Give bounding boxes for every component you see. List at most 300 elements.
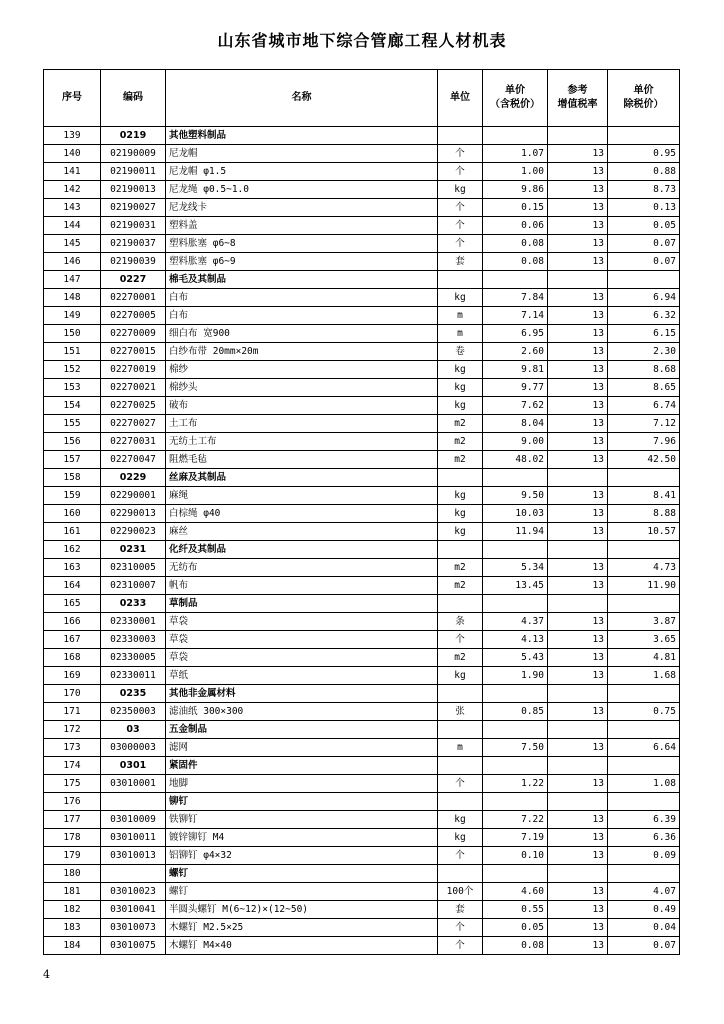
cell-price-tax: 7.84 — [483, 289, 548, 307]
cell-price-notax — [608, 865, 680, 883]
cell-unit: m2 — [438, 559, 483, 577]
cell-name: 尼龙帽 — [166, 145, 438, 163]
cell-seq: 161 — [44, 523, 101, 541]
cell-unit: 个 — [438, 847, 483, 865]
cell-unit: m2 — [438, 577, 483, 595]
cell-code: 02190037 — [101, 235, 166, 253]
cell-code: 03000003 — [101, 739, 166, 757]
cell-seq: 140 — [44, 145, 101, 163]
cell-name: 白纱布带 20mm×20m — [166, 343, 438, 361]
cell-price-notax: 0.09 — [608, 847, 680, 865]
table-row — [44, 811, 680, 829]
cell-vat-rate: 13 — [548, 325, 608, 343]
cell-name: 塑料胀塞 φ6~9 — [166, 253, 438, 271]
cell-vat-rate: 13 — [548, 433, 608, 451]
cell-unit — [438, 541, 483, 559]
cell-code: 03010073 — [101, 919, 166, 937]
cell-unit: 张 — [438, 703, 483, 721]
table-row — [44, 307, 680, 325]
table-group-row — [44, 541, 680, 559]
cell-price-tax — [483, 595, 548, 613]
cell-name: 滤网 — [166, 739, 438, 757]
cell-vat-rate: 13 — [548, 307, 608, 325]
table-row — [44, 379, 680, 397]
cell-vat-rate: 13 — [548, 667, 608, 685]
table-row — [44, 613, 680, 631]
cell-price-tax: 1.00 — [483, 163, 548, 181]
cell-price-tax: 0.08 — [483, 235, 548, 253]
cell-code: 02270001 — [101, 289, 166, 307]
cell-seq: 154 — [44, 397, 101, 415]
cell-price-notax — [608, 469, 680, 487]
table-row — [44, 523, 680, 541]
table-row — [44, 901, 680, 919]
cell-unit: m2 — [438, 415, 483, 433]
cell-unit: m2 — [438, 433, 483, 451]
cell-seq: 150 — [44, 325, 101, 343]
cell-code: 02270019 — [101, 361, 166, 379]
cell-name: 阻燃毛毡 — [166, 451, 438, 469]
cell-name: 草袋 — [166, 649, 438, 667]
cell-price-notax: 8.88 — [608, 505, 680, 523]
cell-price-notax: 42.50 — [608, 451, 680, 469]
cell-seq: 142 — [44, 181, 101, 199]
table-row — [44, 235, 680, 253]
cell-price-tax — [483, 793, 548, 811]
cell-price-notax: 0.95 — [608, 145, 680, 163]
cell-unit: kg — [438, 181, 483, 199]
header-name: 名称 — [166, 70, 438, 127]
cell-unit: kg — [438, 379, 483, 397]
cell-unit: 个 — [438, 775, 483, 793]
cell-unit: kg — [438, 811, 483, 829]
cell-name: 尼龙帽 φ1.5 — [166, 163, 438, 181]
cell-price-tax — [483, 469, 548, 487]
cell-code: 02270015 — [101, 343, 166, 361]
cell-unit: 个 — [438, 937, 483, 955]
table-row — [44, 361, 680, 379]
cell-vat-rate — [548, 127, 608, 145]
cell-name: 紧固件 — [166, 757, 438, 775]
cell-vat-rate: 13 — [548, 919, 608, 937]
cell-name: 草袋 — [166, 613, 438, 631]
cell-name: 土工布 — [166, 415, 438, 433]
cell-vat-rate: 13 — [548, 361, 608, 379]
cell-unit: 个 — [438, 199, 483, 217]
cell-code: 02270031 — [101, 433, 166, 451]
cell-price-tax: 9.50 — [483, 487, 548, 505]
cell-seq: 180 — [44, 865, 101, 883]
table-row — [44, 667, 680, 685]
cell-vat-rate: 13 — [548, 883, 608, 901]
cell-price-tax: 0.08 — [483, 253, 548, 271]
cell-unit: kg — [438, 667, 483, 685]
table-row — [44, 343, 680, 361]
cell-seq: 171 — [44, 703, 101, 721]
cell-price-tax: 0.85 — [483, 703, 548, 721]
cell-price-tax: 4.60 — [483, 883, 548, 901]
cell-name: 棉纱 — [166, 361, 438, 379]
cell-price-notax: 0.07 — [608, 253, 680, 271]
cell-seq: 139 — [44, 127, 101, 145]
cell-price-notax: 6.74 — [608, 397, 680, 415]
cell-code: 02330011 — [101, 667, 166, 685]
cell-name: 麻绳 — [166, 487, 438, 505]
cell-price-notax — [608, 685, 680, 703]
cell-unit — [438, 127, 483, 145]
table-row — [44, 199, 680, 217]
cell-vat-rate: 13 — [548, 523, 608, 541]
cell-name: 尼龙线卡 — [166, 199, 438, 217]
header-price-notax: 单价 除税价） — [608, 70, 680, 127]
cell-name: 滤油纸 300×300 — [166, 703, 438, 721]
cell-price-notax — [608, 721, 680, 739]
cell-unit: 个 — [438, 217, 483, 235]
cell-seq: 178 — [44, 829, 101, 847]
table-row — [44, 217, 680, 235]
cell-price-tax: 7.19 — [483, 829, 548, 847]
table-group-row — [44, 865, 680, 883]
cell-seq: 170 — [44, 685, 101, 703]
cell-seq: 159 — [44, 487, 101, 505]
cell-name: 其他非金属材料 — [166, 685, 438, 703]
cell-vat-rate: 13 — [548, 289, 608, 307]
cell-price-notax: 10.57 — [608, 523, 680, 541]
cell-vat-rate: 13 — [548, 847, 608, 865]
cell-unit — [438, 793, 483, 811]
cell-code — [101, 865, 166, 883]
cell-price-notax: 0.49 — [608, 901, 680, 919]
cell-code: 02310007 — [101, 577, 166, 595]
table-group-row — [44, 271, 680, 289]
cell-price-notax — [608, 127, 680, 145]
cell-name: 细白布 宽900 — [166, 325, 438, 343]
table-row — [44, 829, 680, 847]
cell-price-notax: 3.87 — [608, 613, 680, 631]
cell-unit: 100个 — [438, 883, 483, 901]
cell-seq: 181 — [44, 883, 101, 901]
cell-price-notax: 6.32 — [608, 307, 680, 325]
cell-price-tax: 2.60 — [483, 343, 548, 361]
cell-price-notax: 8.41 — [608, 487, 680, 505]
cell-price-tax: 11.94 — [483, 523, 548, 541]
header-price-tax: 单价 （含税价） — [483, 70, 548, 127]
cell-seq: 141 — [44, 163, 101, 181]
cell-price-tax: 8.04 — [483, 415, 548, 433]
cell-vat-rate: 13 — [548, 415, 608, 433]
cell-seq: 168 — [44, 649, 101, 667]
cell-vat-rate — [548, 541, 608, 559]
cell-name: 丝麻及其制品 — [166, 469, 438, 487]
cell-price-tax: 6.95 — [483, 325, 548, 343]
cell-vat-rate — [548, 721, 608, 739]
cell-seq: 157 — [44, 451, 101, 469]
cell-price-notax — [608, 757, 680, 775]
cell-name: 草制品 — [166, 595, 438, 613]
cell-code — [101, 793, 166, 811]
cell-seq: 175 — [44, 775, 101, 793]
cell-seq: 174 — [44, 757, 101, 775]
cell-unit: m — [438, 739, 483, 757]
cell-price-notax — [608, 595, 680, 613]
cell-seq: 172 — [44, 721, 101, 739]
cell-name: 白布 — [166, 307, 438, 325]
cell-price-notax: 1.68 — [608, 667, 680, 685]
cell-price-notax: 6.64 — [608, 739, 680, 757]
cell-vat-rate — [548, 469, 608, 487]
cell-vat-rate: 13 — [548, 829, 608, 847]
cell-price-tax — [483, 757, 548, 775]
cell-name: 镀锌铆钉 M4 — [166, 829, 438, 847]
cell-name: 草袋 — [166, 631, 438, 649]
cell-seq: 143 — [44, 199, 101, 217]
table-header-row — [44, 70, 680, 127]
cell-price-tax — [483, 685, 548, 703]
cell-name: 棉毛及其制品 — [166, 271, 438, 289]
cell-code: 02290013 — [101, 505, 166, 523]
cell-code: 02190039 — [101, 253, 166, 271]
cell-unit: 个 — [438, 919, 483, 937]
cell-price-tax: 5.34 — [483, 559, 548, 577]
cell-price-tax: 7.14 — [483, 307, 548, 325]
table-row — [44, 847, 680, 865]
table-row — [44, 415, 680, 433]
cell-code: 03010023 — [101, 883, 166, 901]
cell-code: 02350003 — [101, 703, 166, 721]
cell-unit: kg — [438, 361, 483, 379]
cell-code: 02270009 — [101, 325, 166, 343]
cell-price-notax: 6.36 — [608, 829, 680, 847]
cell-price-tax: 7.62 — [483, 397, 548, 415]
cell-price-notax: 0.75 — [608, 703, 680, 721]
cell-code: 02270005 — [101, 307, 166, 325]
cell-vat-rate: 13 — [548, 559, 608, 577]
cell-code: 03010011 — [101, 829, 166, 847]
cell-price-tax: 9.86 — [483, 181, 548, 199]
cell-code: 0301 — [101, 757, 166, 775]
cell-seq: 164 — [44, 577, 101, 595]
cell-code: 02270027 — [101, 415, 166, 433]
cell-unit: m — [438, 307, 483, 325]
cell-vat-rate: 13 — [548, 487, 608, 505]
cell-seq: 144 — [44, 217, 101, 235]
cell-name: 无纺土工布 — [166, 433, 438, 451]
cell-unit: kg — [438, 289, 483, 307]
cell-unit: kg — [438, 397, 483, 415]
cell-price-notax: 7.96 — [608, 433, 680, 451]
cell-name: 其他塑料制品 — [166, 127, 438, 145]
cell-price-tax: 5.43 — [483, 649, 548, 667]
cell-code: 02190031 — [101, 217, 166, 235]
cell-seq: 147 — [44, 271, 101, 289]
cell-vat-rate: 13 — [548, 343, 608, 361]
table-row — [44, 397, 680, 415]
cell-price-tax: 0.05 — [483, 919, 548, 937]
cell-name: 半圆头螺钉 M(6~12)×(12~50) — [166, 901, 438, 919]
cell-code: 02290023 — [101, 523, 166, 541]
cell-vat-rate: 13 — [548, 901, 608, 919]
cell-unit: 卷 — [438, 343, 483, 361]
table-row — [44, 559, 680, 577]
cell-code: 02190011 — [101, 163, 166, 181]
cell-price-notax: 6.39 — [608, 811, 680, 829]
cell-seq: 155 — [44, 415, 101, 433]
cell-price-notax: 6.15 — [608, 325, 680, 343]
cell-price-notax: 11.90 — [608, 577, 680, 595]
cell-name: 化纤及其制品 — [166, 541, 438, 559]
cell-code: 0227 — [101, 271, 166, 289]
cell-vat-rate: 13 — [548, 775, 608, 793]
cell-seq: 169 — [44, 667, 101, 685]
header-seq: 序号 — [44, 70, 101, 127]
table-row — [44, 649, 680, 667]
cell-code: 0229 — [101, 469, 166, 487]
cell-price-notax: 0.04 — [608, 919, 680, 937]
cell-vat-rate: 13 — [548, 253, 608, 271]
cell-vat-rate — [548, 865, 608, 883]
cell-seq: 176 — [44, 793, 101, 811]
cell-price-notax: 0.07 — [608, 235, 680, 253]
table-row — [44, 451, 680, 469]
header-code: 编码 — [101, 70, 166, 127]
cell-unit — [438, 865, 483, 883]
cell-price-tax: 1.90 — [483, 667, 548, 685]
table-body — [44, 127, 680, 955]
cell-vat-rate: 13 — [548, 199, 608, 217]
cell-unit — [438, 271, 483, 289]
cell-name: 尼龙绳 φ0.5~1.0 — [166, 181, 438, 199]
cell-price-notax: 4.73 — [608, 559, 680, 577]
cell-unit: kg — [438, 523, 483, 541]
cell-code: 02190027 — [101, 199, 166, 217]
cell-unit: 个 — [438, 145, 483, 163]
cell-vat-rate: 13 — [548, 577, 608, 595]
cell-unit: 个 — [438, 631, 483, 649]
table-group-row — [44, 127, 680, 145]
cell-unit: m — [438, 325, 483, 343]
cell-name: 塑料胀塞 φ6~8 — [166, 235, 438, 253]
cell-vat-rate: 13 — [548, 163, 608, 181]
table-row — [44, 775, 680, 793]
cell-vat-rate — [548, 685, 608, 703]
cell-code: 0235 — [101, 685, 166, 703]
cell-price-tax — [483, 541, 548, 559]
cell-code: 02270025 — [101, 397, 166, 415]
table-group-row — [44, 469, 680, 487]
cell-unit — [438, 595, 483, 613]
cell-name: 塑料盖 — [166, 217, 438, 235]
cell-price-notax: 0.88 — [608, 163, 680, 181]
cell-name: 地脚 — [166, 775, 438, 793]
cell-code: 03010075 — [101, 937, 166, 955]
header-vat-rate: 参考 增值税率 — [548, 70, 608, 127]
cell-name: 螺钉 — [166, 865, 438, 883]
cell-name: 铁铆钉 — [166, 811, 438, 829]
cell-vat-rate: 13 — [548, 379, 608, 397]
cell-price-tax: 1.07 — [483, 145, 548, 163]
cell-name: 木螺钉 M2.5×25 — [166, 919, 438, 937]
cell-name: 铆钉 — [166, 793, 438, 811]
cell-vat-rate: 13 — [548, 235, 608, 253]
cell-seq: 152 — [44, 361, 101, 379]
cell-seq: 173 — [44, 739, 101, 757]
cell-unit — [438, 685, 483, 703]
cell-price-notax: 4.81 — [608, 649, 680, 667]
cell-unit: m2 — [438, 451, 483, 469]
cell-vat-rate: 13 — [548, 649, 608, 667]
cell-price-tax: 9.00 — [483, 433, 548, 451]
cell-unit: m2 — [438, 649, 483, 667]
cell-price-tax — [483, 127, 548, 145]
page-number: 4 — [43, 968, 50, 981]
table-row — [44, 919, 680, 937]
cell-vat-rate: 13 — [548, 631, 608, 649]
cell-price-notax: 3.65 — [608, 631, 680, 649]
cell-price-notax — [608, 271, 680, 289]
cell-name: 白棕绳 φ40 — [166, 505, 438, 523]
cell-code: 03010001 — [101, 775, 166, 793]
cell-vat-rate: 13 — [548, 505, 608, 523]
table-row — [44, 937, 680, 955]
table-row — [44, 703, 680, 721]
cell-price-tax: 0.08 — [483, 937, 548, 955]
cell-price-tax — [483, 721, 548, 739]
cell-unit: 条 — [438, 613, 483, 631]
cell-price-notax: 4.07 — [608, 883, 680, 901]
table-row — [44, 577, 680, 595]
cell-price-notax: 1.08 — [608, 775, 680, 793]
cell-name: 铝铆钉 φ4×32 — [166, 847, 438, 865]
cell-price-tax: 7.22 — [483, 811, 548, 829]
cell-code: 0233 — [101, 595, 166, 613]
table-row — [44, 487, 680, 505]
cell-seq: 158 — [44, 469, 101, 487]
cell-price-tax: 0.15 — [483, 199, 548, 217]
cell-unit: kg — [438, 505, 483, 523]
cell-name: 木螺钉 M4×40 — [166, 937, 438, 955]
cell-seq: 183 — [44, 919, 101, 937]
cell-vat-rate: 13 — [548, 145, 608, 163]
cell-seq: 179 — [44, 847, 101, 865]
cell-unit: 套 — [438, 253, 483, 271]
cell-code: 02330003 — [101, 631, 166, 649]
cell-code: 02330005 — [101, 649, 166, 667]
cell-code: 02190013 — [101, 181, 166, 199]
table-group-row — [44, 721, 680, 739]
cell-vat-rate: 13 — [548, 937, 608, 955]
cell-price-notax: 0.05 — [608, 217, 680, 235]
cell-price-tax: 10.03 — [483, 505, 548, 523]
cell-seq: 156 — [44, 433, 101, 451]
page-title: 山东省城市地下综合管廊工程人材机表 — [217, 31, 507, 50]
cell-vat-rate: 13 — [548, 811, 608, 829]
cell-seq: 166 — [44, 613, 101, 631]
cell-unit: kg — [438, 829, 483, 847]
cell-code: 02330001 — [101, 613, 166, 631]
cell-price-notax: 0.13 — [608, 199, 680, 217]
cell-unit: 套 — [438, 901, 483, 919]
cell-price-tax: 0.10 — [483, 847, 548, 865]
cell-code: 03010013 — [101, 847, 166, 865]
cell-vat-rate: 13 — [548, 739, 608, 757]
cell-seq: 184 — [44, 937, 101, 955]
cell-price-tax: 4.13 — [483, 631, 548, 649]
cell-price-tax: 9.81 — [483, 361, 548, 379]
cell-code: 03010041 — [101, 901, 166, 919]
cell-vat-rate — [548, 595, 608, 613]
cell-price-tax: 4.37 — [483, 613, 548, 631]
cell-code: 02290001 — [101, 487, 166, 505]
